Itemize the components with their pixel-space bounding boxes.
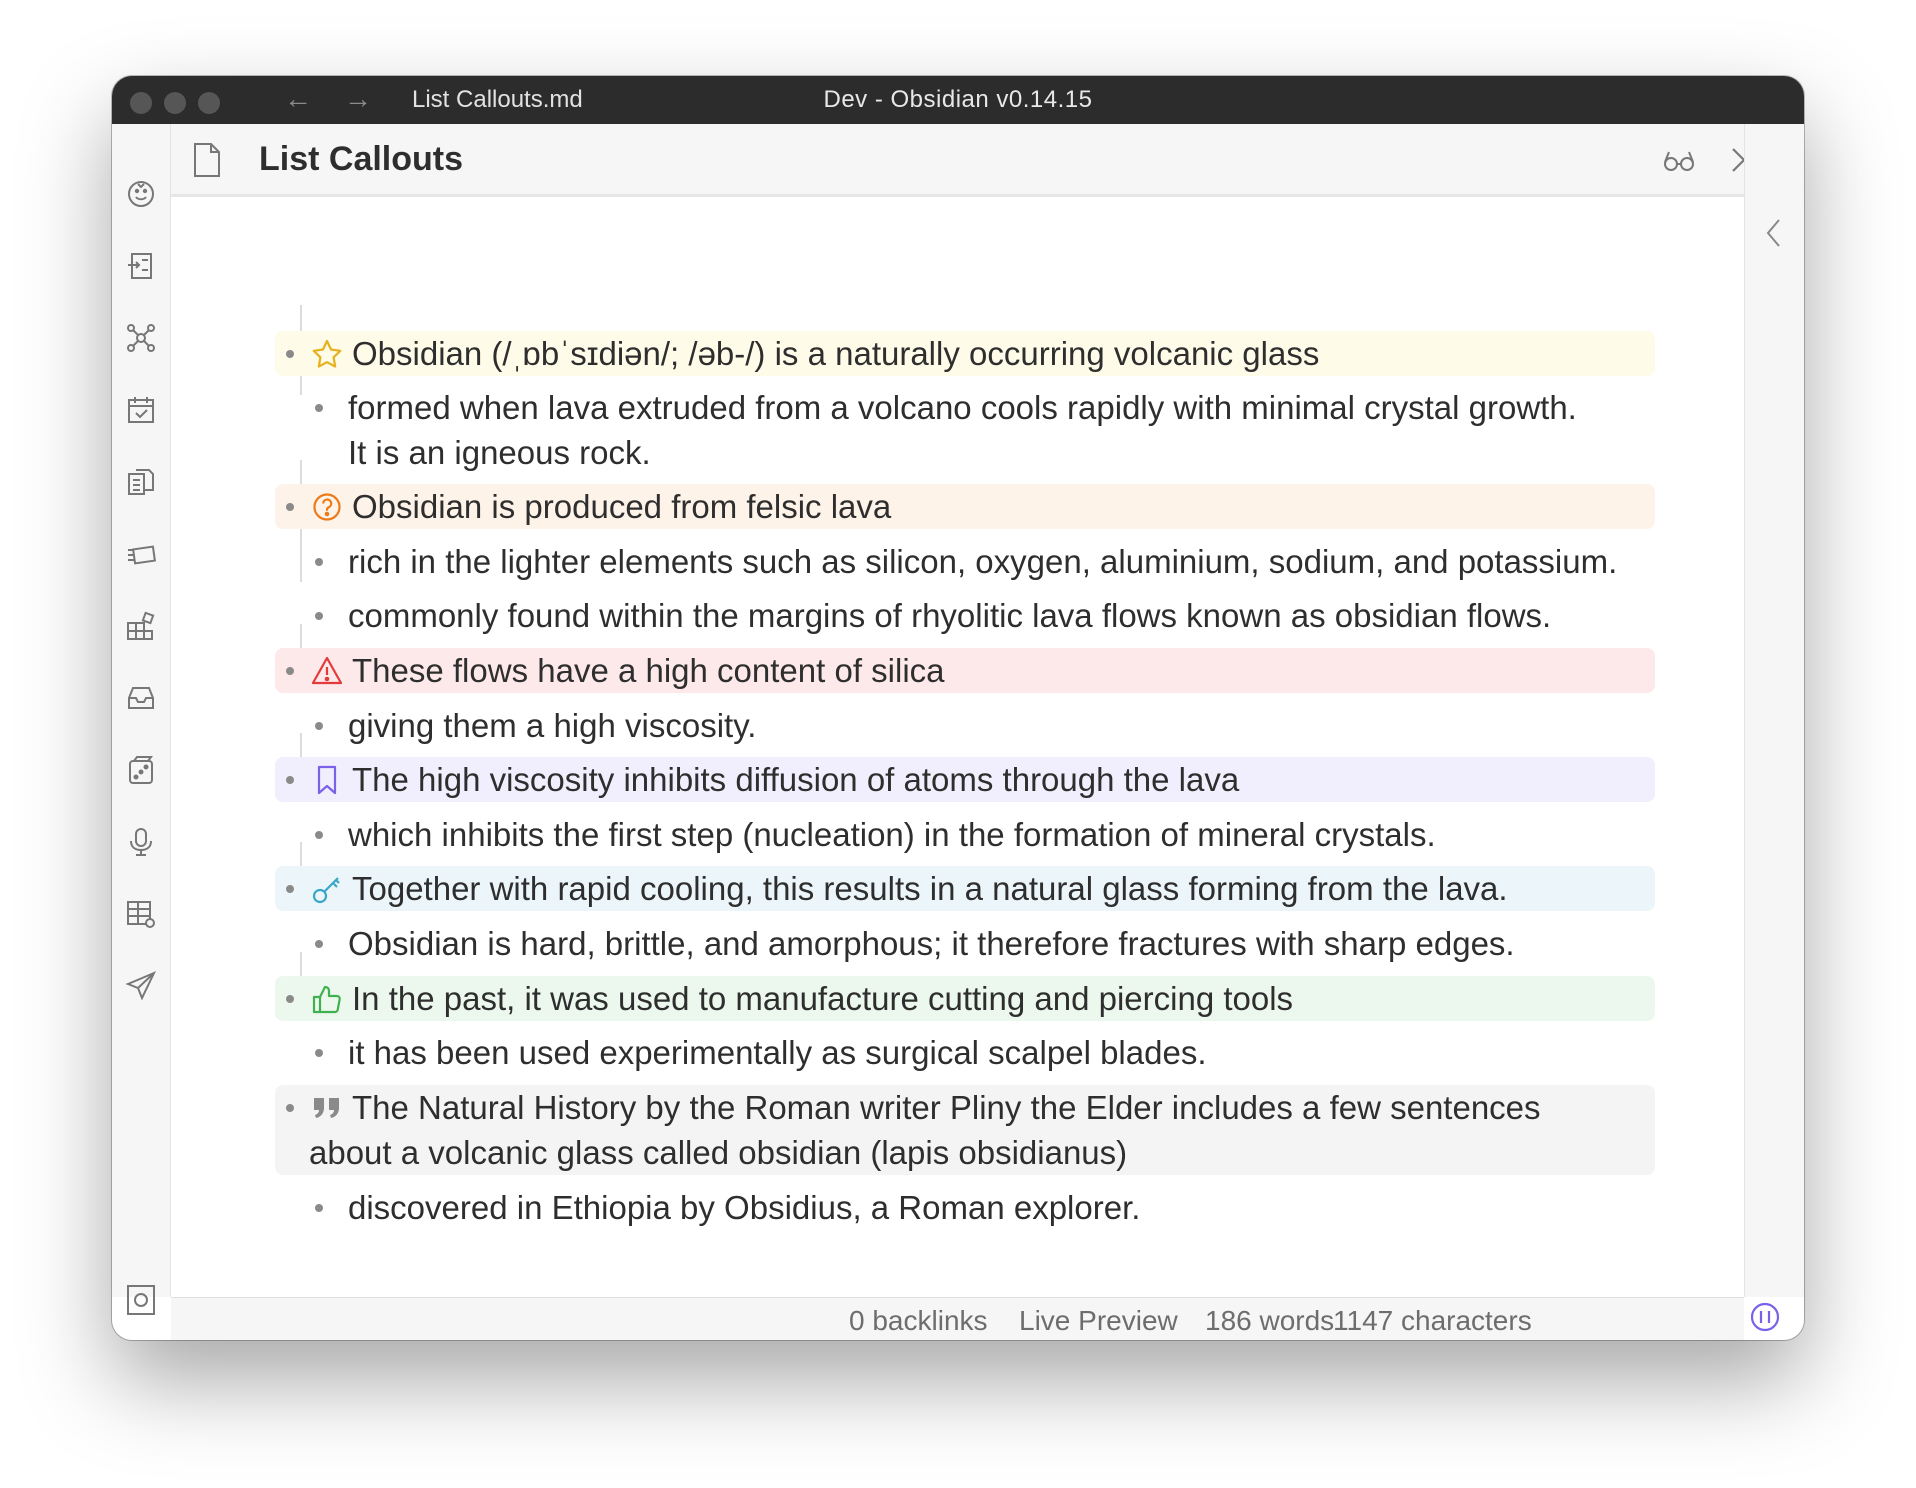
callout-title: The Natural History by the Roman writer Pliny the Elder includes a few sentences bbox=[352, 1089, 1541, 1126]
send-icon[interactable] bbox=[125, 970, 157, 1002]
key-icon bbox=[311, 873, 343, 905]
bullet bbox=[286, 776, 294, 784]
list-item-text: formed when lava extruded from a volcano cools rapidly with minimal crystal growth. bbox=[348, 389, 1577, 426]
note-title[interactable]: List Callouts bbox=[259, 140, 464, 178]
reading-view-icon[interactable] bbox=[1661, 142, 1697, 178]
editor-content[interactable] bbox=[171, 197, 1744, 1297]
callout-title: Obsidian (/ˌɒbˈsɪdiən/; /əb-/) is a naturally occurring volcanic glass bbox=[352, 335, 1320, 372]
list-item-text: which inhibits the first step (nucleation) in the formation of mineral crystals. bbox=[348, 816, 1436, 853]
list-item[interactable] bbox=[275, 539, 1655, 584]
templates-icon[interactable] bbox=[125, 466, 157, 498]
bullet bbox=[315, 831, 323, 839]
bullet bbox=[286, 667, 294, 675]
backlinks-count[interactable]: 0 backlinks bbox=[849, 1305, 988, 1336]
view-header bbox=[171, 124, 1804, 197]
smiley-icon[interactable] bbox=[125, 178, 157, 210]
plugins-grid-icon[interactable] bbox=[125, 610, 157, 642]
callout-title-continuation: about a volcanic glass called obsidian (lapis obsidianus) bbox=[309, 1134, 1128, 1171]
callout-success[interactable] bbox=[275, 976, 1655, 1021]
callout-title: Obsidian is produced from felsic lava bbox=[352, 488, 892, 525]
status-bar bbox=[171, 1297, 1744, 1340]
bullet bbox=[315, 722, 323, 730]
app-window bbox=[112, 76, 1804, 1340]
character-count: 1147 characters bbox=[1333, 1305, 1532, 1336]
callout-quote[interactable] bbox=[275, 1085, 1655, 1175]
bullet bbox=[315, 940, 323, 948]
list-item[interactable] bbox=[275, 385, 1655, 430]
star-icon bbox=[311, 338, 343, 370]
app-title: Dev - Obsidian v0.14.15 bbox=[823, 86, 1093, 113]
callout-favorite[interactable] bbox=[275, 331, 1655, 376]
arrow-right-icon[interactable]: → bbox=[344, 83, 372, 114]
callout-warning[interactable] bbox=[275, 648, 1655, 693]
callout-title: These flows have a high content of silica bbox=[352, 652, 945, 689]
chevron-left-icon[interactable] bbox=[1763, 216, 1785, 250]
sync-status-icon[interactable] bbox=[1748, 1300, 1782, 1334]
list-item-text: It is an igneous rock. bbox=[348, 434, 651, 471]
tab-title[interactable]: List Callouts.md bbox=[412, 86, 583, 113]
arrow-left-icon[interactable]: ← bbox=[284, 83, 312, 114]
callout-title: Together with rapid cooling, this results in a natural glass forming from the lava. bbox=[352, 870, 1508, 907]
bullet bbox=[315, 558, 323, 566]
bullet bbox=[286, 885, 294, 893]
archive-inbox-icon[interactable] bbox=[125, 682, 157, 714]
quote-icon bbox=[311, 1092, 343, 1124]
list-item-text: commonly found within the margins of rhyolitic lava flows known as obsidian flows. bbox=[348, 597, 1552, 634]
left-ribbon bbox=[112, 124, 171, 1297]
callout-title: The high viscosity inhibits diffusion of atoms through the lava bbox=[352, 761, 1240, 798]
list-item-text: giving them a high viscosity. bbox=[348, 707, 757, 744]
file-icon bbox=[193, 142, 221, 178]
bullet bbox=[315, 404, 323, 412]
file-import-icon[interactable] bbox=[125, 250, 157, 282]
list-item-text: rich in the lighter elements such as silicon, oxygen, aluminium, sodium, and potassium. bbox=[348, 543, 1618, 580]
help-circle-icon bbox=[311, 491, 343, 523]
flashcards-icon[interactable] bbox=[125, 538, 157, 570]
right-sidebar bbox=[1744, 124, 1804, 1297]
bullet bbox=[315, 1049, 323, 1057]
list-item-text: discovered in Ethiopia by Obsidius, a Roman explorer. bbox=[348, 1189, 1141, 1226]
list-item[interactable] bbox=[275, 703, 1655, 748]
callout-key[interactable] bbox=[275, 866, 1655, 911]
bullet bbox=[286, 1104, 294, 1112]
graph-view-icon[interactable] bbox=[125, 322, 157, 354]
list-item[interactable] bbox=[275, 1030, 1655, 1075]
editor-mode[interactable]: Live Preview bbox=[1019, 1305, 1178, 1336]
list-item-text: Obsidian is hard, brittle, and amorphous; it therefore fractures with sharp edges. bbox=[348, 925, 1515, 962]
list-item[interactable] bbox=[275, 1185, 1655, 1230]
bullet bbox=[315, 612, 323, 620]
thumbs-up-icon bbox=[311, 983, 343, 1015]
list-item[interactable] bbox=[275, 593, 1655, 638]
list-item-text: it has been used experimentally as surgical scalpel blades. bbox=[348, 1034, 1207, 1071]
vault-icon[interactable] bbox=[125, 1284, 157, 1316]
callout-bookmark[interactable] bbox=[275, 757, 1655, 802]
bullet bbox=[286, 503, 294, 511]
table-settings-icon[interactable] bbox=[125, 898, 157, 930]
bullet bbox=[286, 995, 294, 1003]
microphone-icon[interactable] bbox=[125, 826, 157, 858]
calendar-check-icon[interactable] bbox=[125, 394, 157, 426]
list-item-continuation[interactable] bbox=[275, 430, 1655, 475]
word-count: 186 words bbox=[1205, 1305, 1335, 1336]
bookmark-icon bbox=[311, 764, 343, 796]
bullet bbox=[315, 1204, 323, 1212]
title-bar bbox=[112, 76, 1804, 124]
callout-question[interactable] bbox=[275, 484, 1655, 529]
callout-title: In the past, it was used to manufacture cutting and piercing tools bbox=[352, 980, 1294, 1017]
alert-triangle-icon bbox=[311, 655, 343, 687]
dice-icon[interactable] bbox=[125, 754, 157, 786]
list-item[interactable] bbox=[275, 812, 1655, 857]
bullet bbox=[286, 350, 294, 358]
list-item[interactable] bbox=[275, 921, 1655, 966]
